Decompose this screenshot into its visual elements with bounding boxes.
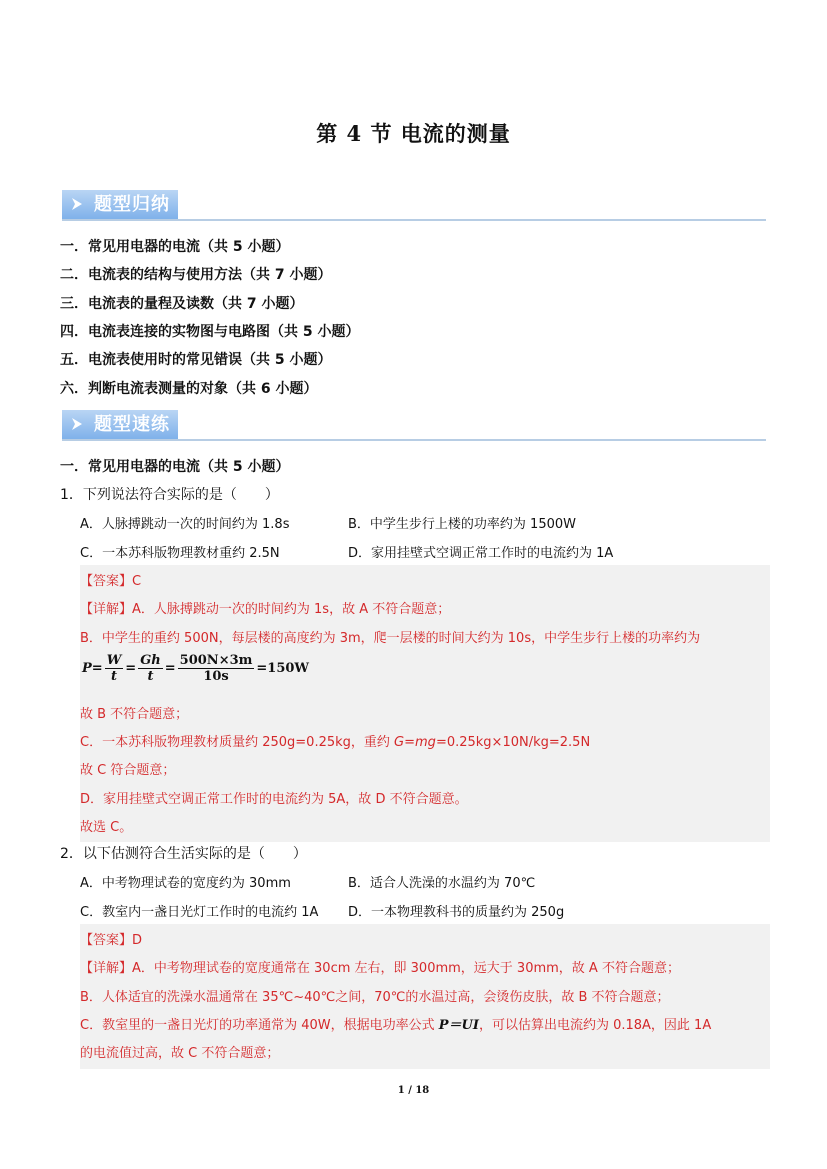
answer-value: D — [132, 933, 143, 948]
q1-power-formula: P= $\frac{W}{t}$ = $\frac{Gh}{t}$ = $\frac{500N\times 3m}{10s}$ =150W — [82, 653, 310, 684]
toc-item-5[interactable]: 五．电流表使用时的常见错误（共 5 小题） — [60, 352, 332, 368]
banner-label: 题型速练 — [94, 414, 170, 435]
equals: = — [404, 735, 416, 750]
fraction-w-t — [105, 653, 124, 684]
q2-option-c: C．教室内一盏日光灯工作时的电流约 1A — [80, 905, 319, 920]
frac-num: Gh — [140, 653, 161, 668]
question-2-stem: 2．以下估测符合生活实际的是（ ） — [60, 846, 307, 862]
q1-detail-line-4 — [80, 731, 590, 750]
toc-item-4[interactable]: 四．电流表连接的实物图与电路图（共 5 小题） — [60, 324, 360, 340]
page-title: 第 4 节 电流的测量 — [316, 121, 511, 146]
q2-option-d: D．一本物理教科书的质量约为 250g — [348, 905, 565, 920]
detail-text: =0.25kg×10N/kg=2.5N — [435, 735, 591, 750]
answer-tag: 【答案】 — [80, 933, 133, 948]
toc-item-6[interactable]: 六．判断电流表测量的对象（共 6 小题） — [60, 381, 318, 397]
banner-label: 题型归纳 — [94, 194, 170, 215]
q1-detail-line-2: B．中学生的重约 500N，每层楼的高度约为 3m，爬一层楼的时间大约为 10s，中学生步行上楼的功率约为 — [80, 631, 701, 646]
q1-option-a: A．人脉搏跳动一次的时间约为 1.8s — [80, 517, 290, 532]
fraction-gh-t — [138, 653, 163, 684]
q1-detail-line-5: 故 C 符合题意； — [80, 763, 176, 778]
banner-tab — [62, 190, 178, 219]
q2-option-b: B．适合人洗澡的水温约为 70℃ — [348, 876, 536, 891]
fraction-values — [178, 653, 255, 684]
toc-item-2[interactable]: 二．电流表的结构与使用方法（共 7 小题） — [60, 267, 332, 283]
banner-tab — [62, 410, 178, 439]
q1-option-d: D．家用挂壁式空调正常工作时的电流约为 1A — [348, 546, 614, 561]
chevron-right-icon — [69, 196, 85, 212]
q2-answer — [80, 929, 142, 948]
page-number: 1 / 18 — [397, 1085, 430, 1096]
formula-p-ui: P＝UI — [438, 1018, 479, 1033]
q2-detail-line-4: 的电流值过高，故 C 不符合题意； — [80, 1046, 280, 1061]
q1-detail-line-3: 故 B 不符合题意； — [80, 707, 189, 722]
banner-divider — [62, 219, 766, 221]
answer-value: C — [132, 574, 142, 589]
detail-tag: 【详解】 — [80, 961, 133, 976]
q2-option-a: A．中考物理试卷的宽度约为 30mm — [80, 876, 291, 891]
formula-p: P — [82, 661, 92, 676]
frac-num: W — [106, 653, 122, 668]
banner-divider — [62, 439, 766, 441]
detail-text: A．人脉搏跳动一次的时间约为 1s，故 A 不符合题意； — [132, 602, 451, 617]
symbol-mg: mg — [415, 735, 436, 750]
chevron-right-icon — [69, 416, 85, 432]
q1-answer — [80, 570, 141, 589]
q1-detail-line-6: D．家用挂壁式空调正常工作时的电流约为 5A，故 D 不符合题意。 — [80, 792, 468, 807]
q1-option-c: C．一本苏科版物理教材重约 2.5N — [80, 546, 280, 561]
detail-text: ，可以估算出电流约为 0.18A，因此 1A — [478, 1018, 712, 1033]
frac-den: t — [147, 669, 154, 684]
toc-item-3[interactable]: 三．电流表的量程及读数（共 7 小题） — [60, 296, 304, 312]
q2-detail-line-3 — [80, 1014, 711, 1033]
q2-detail-line-1 — [80, 957, 680, 976]
section-heading: 一．常见用电器的电流（共 5 小题） — [60, 459, 290, 475]
q1-detail-line-1 — [80, 598, 450, 617]
toc-item-1[interactable]: 一．常见用电器的电流（共 5 小题） — [60, 239, 290, 255]
detail-text: A．中考物理试卷的宽度通常在 30cm 左右，即 300mm，远大于 30mm，故 A 不符合题意； — [132, 961, 680, 976]
detail-tag: 【详解】 — [80, 602, 133, 617]
formula-result: =150W — [256, 661, 310, 676]
q1-option-b: B．中学生步行上楼的功率约为 1500W — [348, 517, 576, 532]
section-banner-practice — [62, 410, 766, 444]
frac-den: t — [110, 669, 117, 684]
detail-text: C．教室里的一盏日光灯的功率通常为 40W，根据电功率公式 — [80, 1018, 439, 1033]
detail-text: C．一本苏科版物理教材质量约 250g=0.25kg，重约 — [80, 735, 395, 750]
q1-detail-line-7: 故选 C。 — [80, 820, 133, 835]
answer-tag: 【答案】 — [80, 574, 133, 589]
frac-num: 500N×3m — [179, 653, 253, 668]
q2-detail-line-2: B．人体适宜的洗澡水温通常在 35℃~40℃之间，70℃的水温过高，会烫伤皮肤，故 B 不符合题意； — [80, 990, 670, 1005]
symbol-g: G — [394, 735, 405, 750]
section-banner-summary — [62, 190, 766, 224]
frac-den: 10s — [203, 669, 229, 684]
question-1-stem: 1．下列说法符合实际的是（ ） — [60, 487, 279, 503]
